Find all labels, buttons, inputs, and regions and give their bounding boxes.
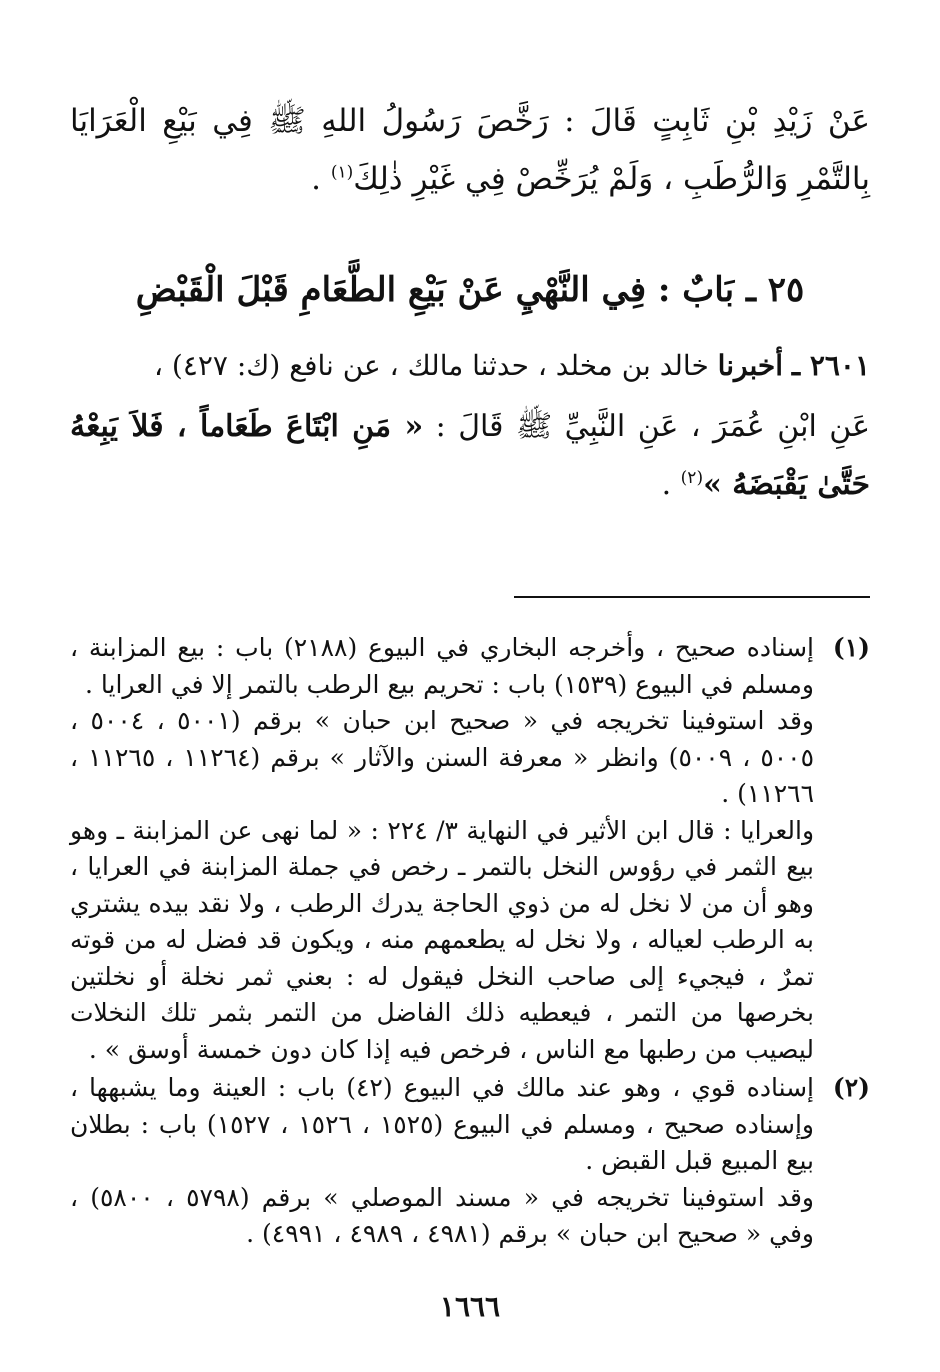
footnote-paragraph: إسناده قوي ، وهو عند مالك في البيوع (٤٢) باب : العينة وما يشبهها ، وإسناده صحيح ، ومسلم في البيوع (١٥٢٥ ، ١٥٢٦ ، ١٥٢٧) باب : بطلان بيع المبيع قبل القبض . xyxy=(70,1073,815,1175)
footnote-paragraph: وقد استوفينا تخريجه في « صحيح ابن حبان » برقم (٥٠٠١ ، ٥٠٠٤ ، ٥٠٠٥ ، ٥٠٠٩) وانظر « معرفة السنن والآثار » برقم (١١٢٦٤ ، ١١٢٦٥ ، ١١٢٦٦) . xyxy=(70,706,815,808)
footnote-body xyxy=(70,630,814,1068)
page-number: ١٦٦٦ xyxy=(439,1290,501,1323)
hadith-2600-body: عَنْ زَيْدِ بْنِ ثَابِتٍ قَالَ : رَخَّصَ رَسُولُ اللهِ ﷺ فِي بَيْعِ الْعَرَايَا بِالتَّمْرِ وَالرُّطَبِ ، وَلَمْ يُرَخِّصْ فِي غَيْرِ ذٰلِكَ xyxy=(70,103,870,197)
prophetic-quote: « مَنِ ابْتَاعَ طَعَاماً ، فَلاَ يَبِعْهُ حَتَّىٰ يَقْبَضَهُ » xyxy=(70,409,870,502)
hadith-2601-end: . xyxy=(661,467,681,502)
page xyxy=(70,0,870,1372)
footnote-paragraph: والعرايا : قال ابن الأثير في النهاية ٣/ ٢٢٤ : « لما نهى عن المزابنة ـ وهو بيع الثمر في رؤوس النخل بالتمر ـ رخص في جملة المزابنة في العرايا ، وهو أن من لا نخل له من ذوي الحاجة يدرك الرطب ، ولا نقد بيده يشتري به الرطب لعياله ، ولا نخل له يطعمهم منه ، ويكون قد فضل له من قوته تمرٌ ، فيجيء إلى صاحب النخل فيقول له : بعني ثمر نخلة أو نخلتين بخرصها من التمر ، فيعطيه ذلك الفاضل من التمر بثمر تلك النخلات ليصيب من رطبها مع الناس ، فرخص فيه إذا كان دون خمسة أوسق » . xyxy=(70,815,815,1064)
footnote-paragraph: وقد استوفينا تخريجه في « مسند الموصلي » برقم (٥٧٩٨ ، ٥٨٠٠) ، وفي « صحيح ابن حبان » برقم (٤٩٨١ ، ٤٩٨٩ ، ٤٩٩١) . xyxy=(70,1182,814,1248)
hadith-2601-isnad xyxy=(70,342,870,390)
footnote-separator xyxy=(514,596,870,598)
footnote-paragraph: إسناده صحيح ، وأخرجه البخاري في البيوع (٢١٨٨) باب : بيع المزابنة ، ومسلم في البيوع (١٥٣٩) باب : تحريم بيع الرطب بالتمر إلا في العرايا . xyxy=(70,633,814,699)
hadith-2600-end: . xyxy=(311,161,331,197)
matn-intro: عَنِ ابْنِ عُمَرَ ، عَنِ النَّبِيِّ ﷺ قَالَ : xyxy=(423,409,870,444)
hadith-2601 xyxy=(70,342,870,514)
footnote-2 xyxy=(70,1070,870,1253)
hadith-2600-text xyxy=(70,92,870,208)
footnote-number: (٢) xyxy=(832,1073,870,1102)
hadith-lead-word: أخبرنا xyxy=(717,349,783,382)
footnote-number: (١) xyxy=(832,633,870,662)
footnote-1 xyxy=(70,630,870,1068)
hadith-number: ٢٦٠١ ـ xyxy=(791,349,870,382)
footnote-marker-1[interactable]: (١) xyxy=(330,162,354,183)
isnad-chain: خالد بن مخلد ، حدثنا مالك ، عن نافع (ك: ٤٢٧) ، xyxy=(153,349,718,382)
hadith-2601-matn xyxy=(70,398,870,514)
footnotes xyxy=(70,630,870,1255)
footnote-marker-2[interactable]: (٢) xyxy=(680,468,704,488)
footnote-body xyxy=(70,1070,814,1253)
chapter-title: ٢٥ ـ بَابٌ : فِي النَّهْيِ عَنْ بَيْعِ الطَّعَامِ قَبْلَ الْقَبْضِ xyxy=(135,270,805,310)
